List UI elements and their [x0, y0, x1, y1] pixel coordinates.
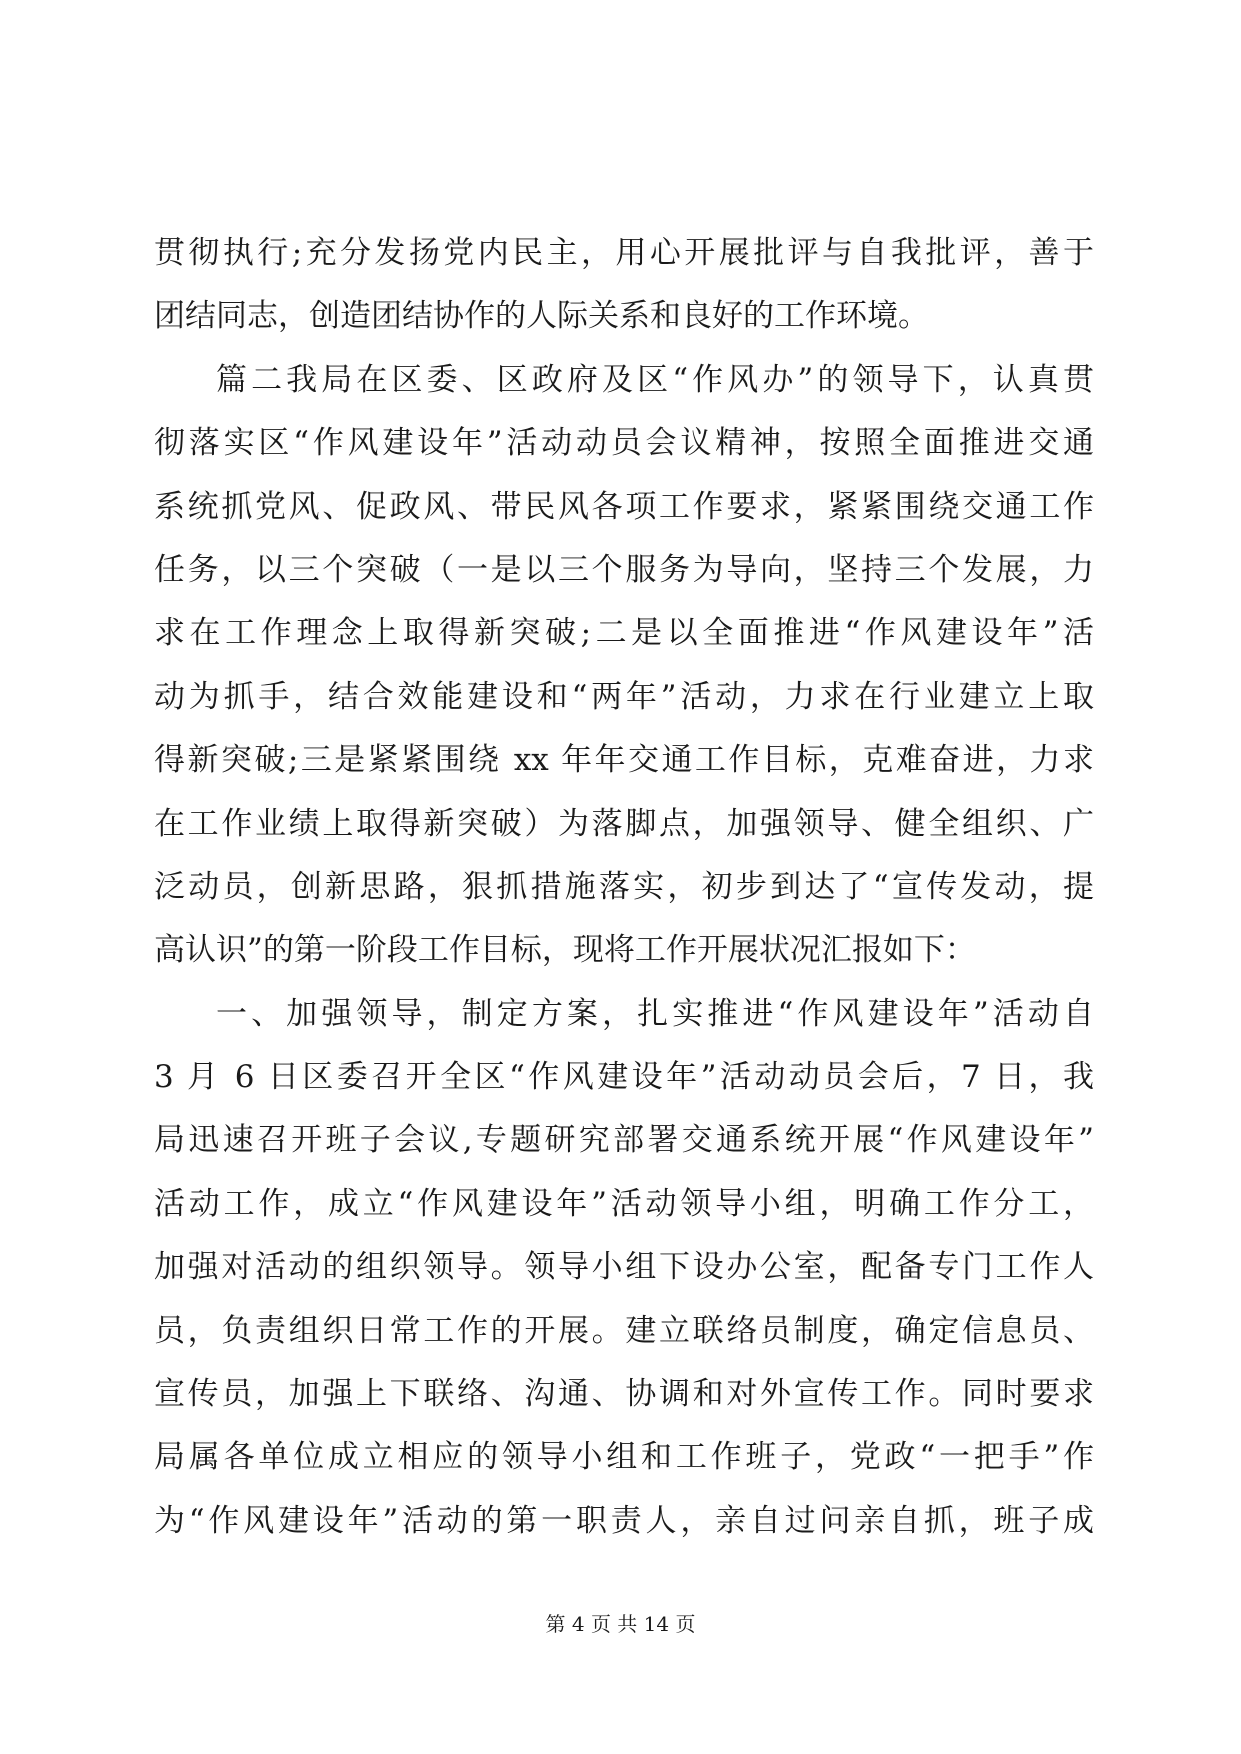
- paragraph-line: 活动工作，成立“作风建设年”活动领导小组，明确工作分工，: [154, 1185, 1094, 1222]
- paragraph-line: 任务，以三个突破（一是以三个服务为导向，坚持三个发展，力: [154, 551, 1094, 588]
- paragraph-line: 得新突破;三是紧紧围绕 xx 年年交通工作目标，克难奋进，力求: [154, 742, 1094, 779]
- paragraph-line: 局属各单位成立相应的领导小组和工作班子，党政“一把手”作: [154, 1439, 1094, 1476]
- paragraph-line: 一、加强领导，制定方案，扎实推进“作风建设年”活动自: [216, 995, 1094, 1032]
- paragraph-line: 3 月 6 日区委召开全区“作风建设年”活动动员会后，7 日，我: [154, 1059, 1094, 1096]
- paragraph-line: 系统抓党风、促政风、带民风各项工作要求，紧紧围绕交通工作: [154, 488, 1094, 525]
- paragraph-line: 员，负责组织日常工作的开展。建立联络员制度，确定信息员、: [154, 1312, 1094, 1349]
- document-body: [154, 222, 1094, 1553]
- paragraph-line: 求在工作理念上取得新突破;二是以全面推进“作风建设年”活: [154, 615, 1094, 652]
- paragraph-line: 贯彻执行;充分发扬党内民主，用心开展批评与自我批评，善于: [154, 235, 1094, 271]
- paragraph-line: 局迅速召开班子会议,专题研究部署交通系统开展“作风建设年”: [154, 1122, 1094, 1159]
- paragraph-line: 加强对活动的组织领导。领导小组下设办公室，配备专门工作人: [154, 1249, 1094, 1286]
- paragraph-line: 在工作业绩上取得新突破）为落脚点，加强领导、健全组织、广: [154, 805, 1094, 842]
- page-number-footer: 第 4 页 共 14 页: [545, 1612, 696, 1636]
- paragraph-line: 泛动员，创新思路，狠抓措施落实，初步到达了“宣传发动，提: [154, 868, 1094, 905]
- paragraph-line: 动为抓手，结合效能建设和“两年”活动，力求在行业建立上取: [154, 678, 1094, 715]
- paragraph-line: 篇二我局在区委、区政府及区“作风办”的领导下，认真贯: [216, 361, 1094, 398]
- paragraph-line: 彻落实区“作风建设年”活动动员会议精神，按照全面推进交通: [154, 425, 1094, 462]
- paragraph-line: 为“作风建设年”活动的第一职责人，亲自过问亲自抓，班子成: [154, 1502, 1094, 1539]
- paragraph-line: 团结同志，创造团结协作的人际关系和良好的工作环境。: [154, 298, 929, 335]
- paragraph-line: 高认识”的第一阶段工作目标，现将工作开展状况汇报如下：: [154, 932, 976, 969]
- paragraph-line: 宣传员，加强上下联络、沟通、协调和对外宣传工作。同时要求: [154, 1376, 1094, 1413]
